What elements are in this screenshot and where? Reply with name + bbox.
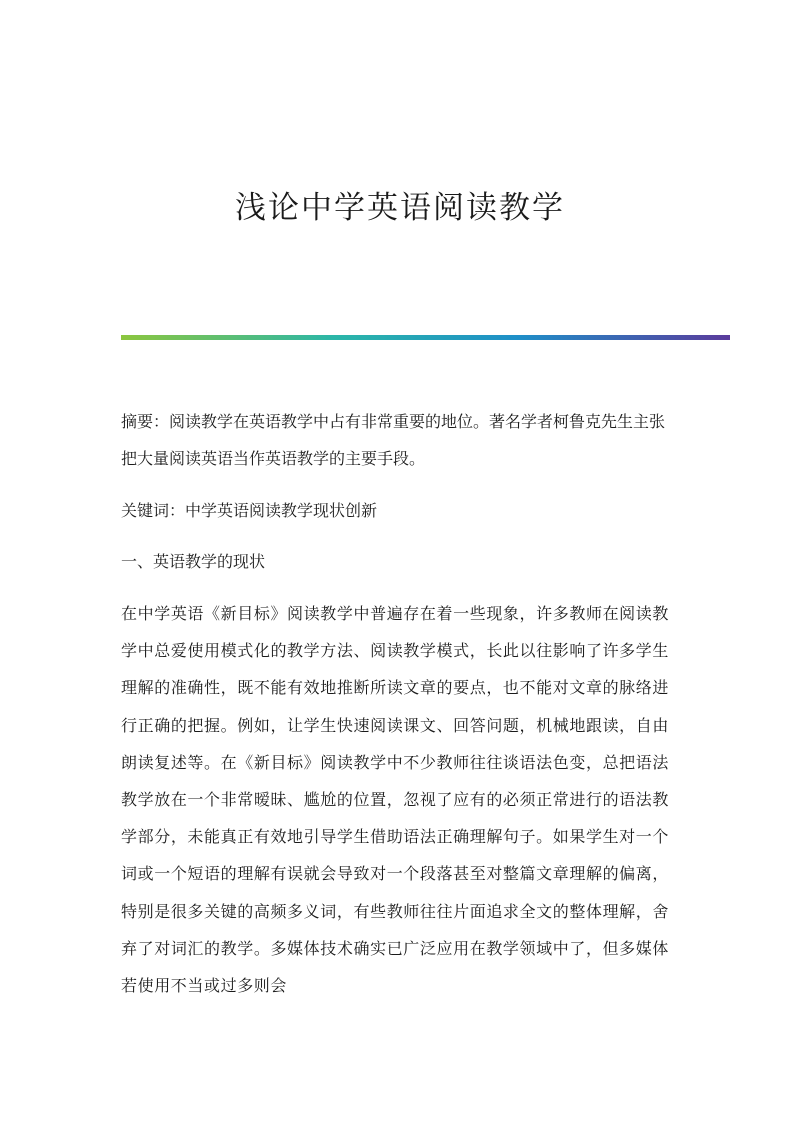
keywords-line: 关键词：中学英语阅读教学现状创新 bbox=[121, 500, 378, 520]
abstract-paragraph: 摘要：阅读教学在英语教学中占有非常重要的地位。著名学者柯鲁克先生主张把大量阅读英语当作英语教学的主要手段。 bbox=[121, 412, 666, 469]
document-title: 浅论中学英语阅读教学 bbox=[235, 190, 565, 226]
document-body bbox=[121, 403, 669, 1004]
body-paragraph: 在中学英语《新目标》阅读教学中普遍存在着一些现象，许多教师在阅读教学中总爱使用模式化的教学方法、阅读教学模式，长此以往影响了许多学生理解的准确性，既不能有效地推断所读文章的要点，也不能对文章的脉络进行正确的把握。例如，让学生快速阅读课文、回答问题，机械地跟读，自由朗读复述等。在《新目标》阅读教学中不少教师往往谈语法色变，总把语法教学放在一个非常暧昧、尴尬的位置，忽视了应有的必须正常进行的语法教学部分，未能真正有效地引导学生借助语法正确理解句子。如果学生对一个词或一个短语的理解有误就会导致对一个段落甚至对整篇文章理解的偏离，特别是很多关键的高频多义词，有些教师往往片面追求全文的整体理解，舍弃了对词汇的教学。多媒体技术确实已广泛应用在教学领域中了，但多媒体若使用不当或过多则会 bbox=[121, 603, 669, 996]
section-heading: 一、英语教学的现状 bbox=[121, 552, 266, 572]
title-divider bbox=[121, 335, 730, 340]
